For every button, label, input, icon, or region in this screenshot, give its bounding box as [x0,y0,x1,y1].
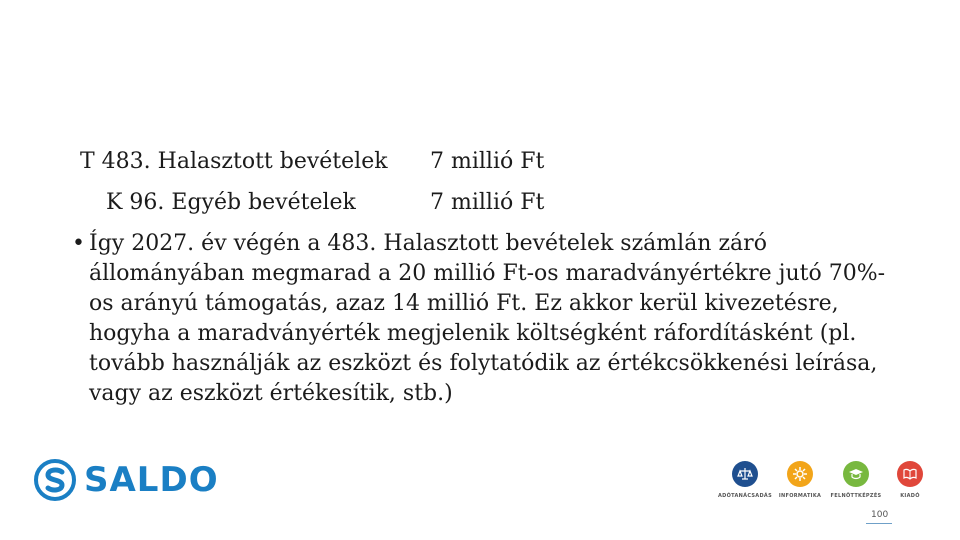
journal-entry-credit [106,189,545,217]
entry-amount: 7 millió Ft [430,149,545,174]
service-label: FELNŐTTKÉPZÉS [830,493,882,499]
entry-amount: 7 millió Ft [430,190,545,215]
bullet-marker: • [72,231,85,256]
graduation-cap-icon [843,461,869,487]
service-tax-advisory [715,461,775,499]
book-icon [897,461,923,487]
service-publishing [880,461,940,499]
service-it [770,461,830,499]
service-adult-education [826,461,886,499]
page-number: 100 [871,510,889,520]
service-label: ADÓTANÁCSADÁS [718,493,772,499]
scales-icon [732,461,758,487]
entry-label: T 483. Halasztott bevételek [80,149,388,174]
logo-wordmark: SALDO [84,460,219,500]
service-label: KIADÓ [900,493,920,499]
journal-entry-debit [80,148,545,176]
entry-label: K 96. Egyéb bevételek [106,190,356,215]
page-number-underline [866,523,892,524]
bullet-text: Így 2027. év végén a 483. Halasztott bevételek számlán záró állományában megmarad a 20 millió Ft-os maradványértékre jutó 70%-os arányú támogatás, azaz 14 millió Ft. Ez akkor kerül kivezetésre, hogyha a maradványérték megjelenik költségként ráfordításként (pl. tovább használják az eszközt és folytatódik az értékcsökkenési leírása, vagy az eszközt értékesítik, stb.) [89,231,886,406]
service-label: INFORMATIKA [778,493,822,499]
bullet-paragraph [72,229,892,409]
service-icons [0,461,960,511]
gear-icon [787,461,813,487]
